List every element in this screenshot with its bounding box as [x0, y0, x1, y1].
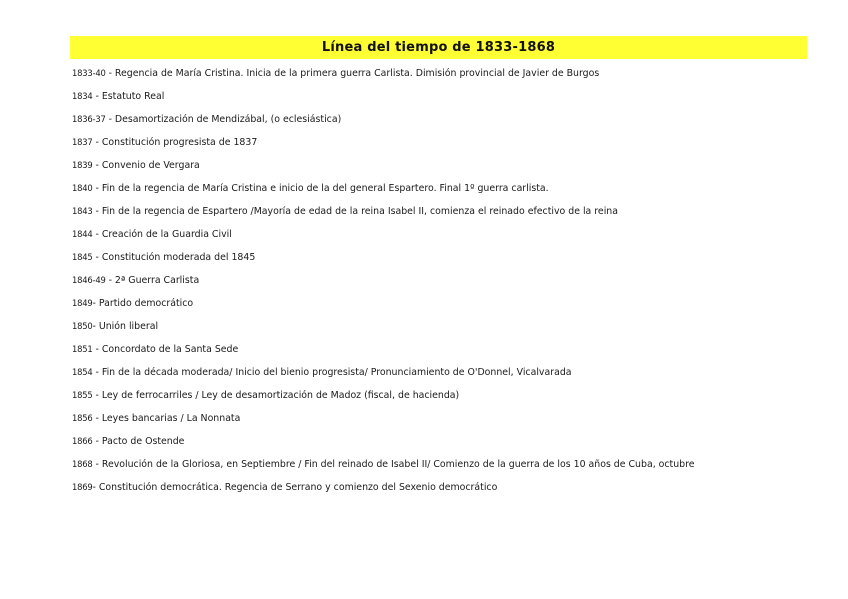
timeline-entry — [72, 87, 812, 110]
entry-date: 1834 — [72, 91, 93, 101]
entry-date: 1836-37 — [72, 114, 106, 124]
entry-date: 1851 — [72, 344, 93, 354]
timeline-entry — [72, 64, 812, 87]
entry-date: 1846-49 — [72, 275, 106, 285]
timeline-entry — [72, 363, 812, 386]
entry-date: 1837 — [72, 137, 93, 147]
entry-text: - Creación de la Guardia Civil — [92, 229, 232, 240]
entry-date: 1866 — [72, 436, 93, 446]
timeline-entry — [72, 248, 812, 271]
entry-text: - Fin de la década moderada/ Inicio del bienio progresista/ Pronunciamiento de O'Donnel, Vicalvarada — [92, 367, 572, 378]
entry-text: - Regencia de María Cristina. Inicia de la primera guerra Carlista. Dimisión provincial de Javier de Burgos — [105, 68, 600, 79]
entry-text: - Pacto de Ostende — [92, 436, 185, 447]
entry-date: 1856 — [72, 413, 93, 423]
entry-text: - Convenio de Vergara — [92, 160, 200, 171]
entry-text: - Unión liberal — [92, 321, 159, 332]
entry-date: 1854 — [72, 367, 93, 377]
timeline-entry — [72, 179, 812, 202]
entry-date: 1855 — [72, 390, 93, 400]
timeline-entry — [72, 386, 812, 409]
timeline-entry — [72, 340, 812, 363]
document-title: Línea del tiempo de 1833-1868 — [321, 40, 556, 55]
entry-text: - Fin de la regencia de María Cristina e inicio de la del general Espartero. Final 1º guerra carlista. — [92, 183, 549, 194]
timeline-entry — [72, 432, 812, 455]
timeline-list — [72, 64, 812, 501]
entry-text: - Constitución progresista de 1837 — [92, 137, 258, 148]
entry-date: 1833-40 — [72, 68, 106, 78]
timeline-entry — [72, 317, 812, 340]
entry-text: - Revolución de la Gloriosa, en Septiembre / Fin del reinado de Isabel II/ Comienzo de la guerra de los 10 años de Cuba, octubre — [92, 459, 695, 470]
entry-text: - Partido democrático — [92, 298, 194, 309]
timeline-entry — [72, 133, 812, 156]
entry-text: - Desamortización de Mendizábal, (o eclesiástica) — [105, 114, 342, 125]
timeline-entry — [72, 271, 812, 294]
entry-date: 1869 — [72, 482, 93, 492]
timeline-entry — [72, 409, 812, 432]
entry-date: 1849 — [72, 298, 93, 308]
entry-date: 1843 — [72, 206, 93, 216]
timeline-entry — [72, 225, 812, 248]
timeline-entry — [72, 110, 812, 133]
entry-text: - Ley de ferrocarriles / Ley de desamortización de Madoz (fiscal, de hacienda) — [92, 390, 460, 401]
entry-date: 1839 — [72, 160, 93, 170]
entry-text: - Estatuto Real — [92, 91, 165, 102]
timeline-entry — [72, 294, 812, 317]
entry-text: - Fin de la regencia de Espartero /Mayoría de edad de la reina Isabel II, comienza el reinado efectivo de la reina — [92, 206, 618, 217]
entry-text: - Concordato de la Santa Sede — [92, 344, 239, 355]
entry-date: 1868 — [72, 459, 93, 469]
entry-date: 1845 — [72, 252, 93, 262]
entry-date: 1844 — [72, 229, 93, 239]
entry-text: - Constitución moderada del 1845 — [92, 252, 256, 263]
entry-date: 1850 — [72, 321, 93, 331]
timeline-entry — [72, 156, 812, 179]
entry-text: - Leyes bancarias / La Nonnata — [92, 413, 241, 424]
timeline-entry — [72, 455, 812, 478]
timeline-entry — [72, 202, 812, 225]
entry-date: 1840 — [72, 183, 93, 193]
entry-text: - Constitución democrática. Regencia de Serrano y comienzo del Sexenio democrático — [92, 482, 498, 493]
title-bar — [70, 36, 807, 59]
timeline-entry — [72, 478, 812, 501]
entry-text: - 2ª Guerra Carlista — [105, 275, 200, 286]
